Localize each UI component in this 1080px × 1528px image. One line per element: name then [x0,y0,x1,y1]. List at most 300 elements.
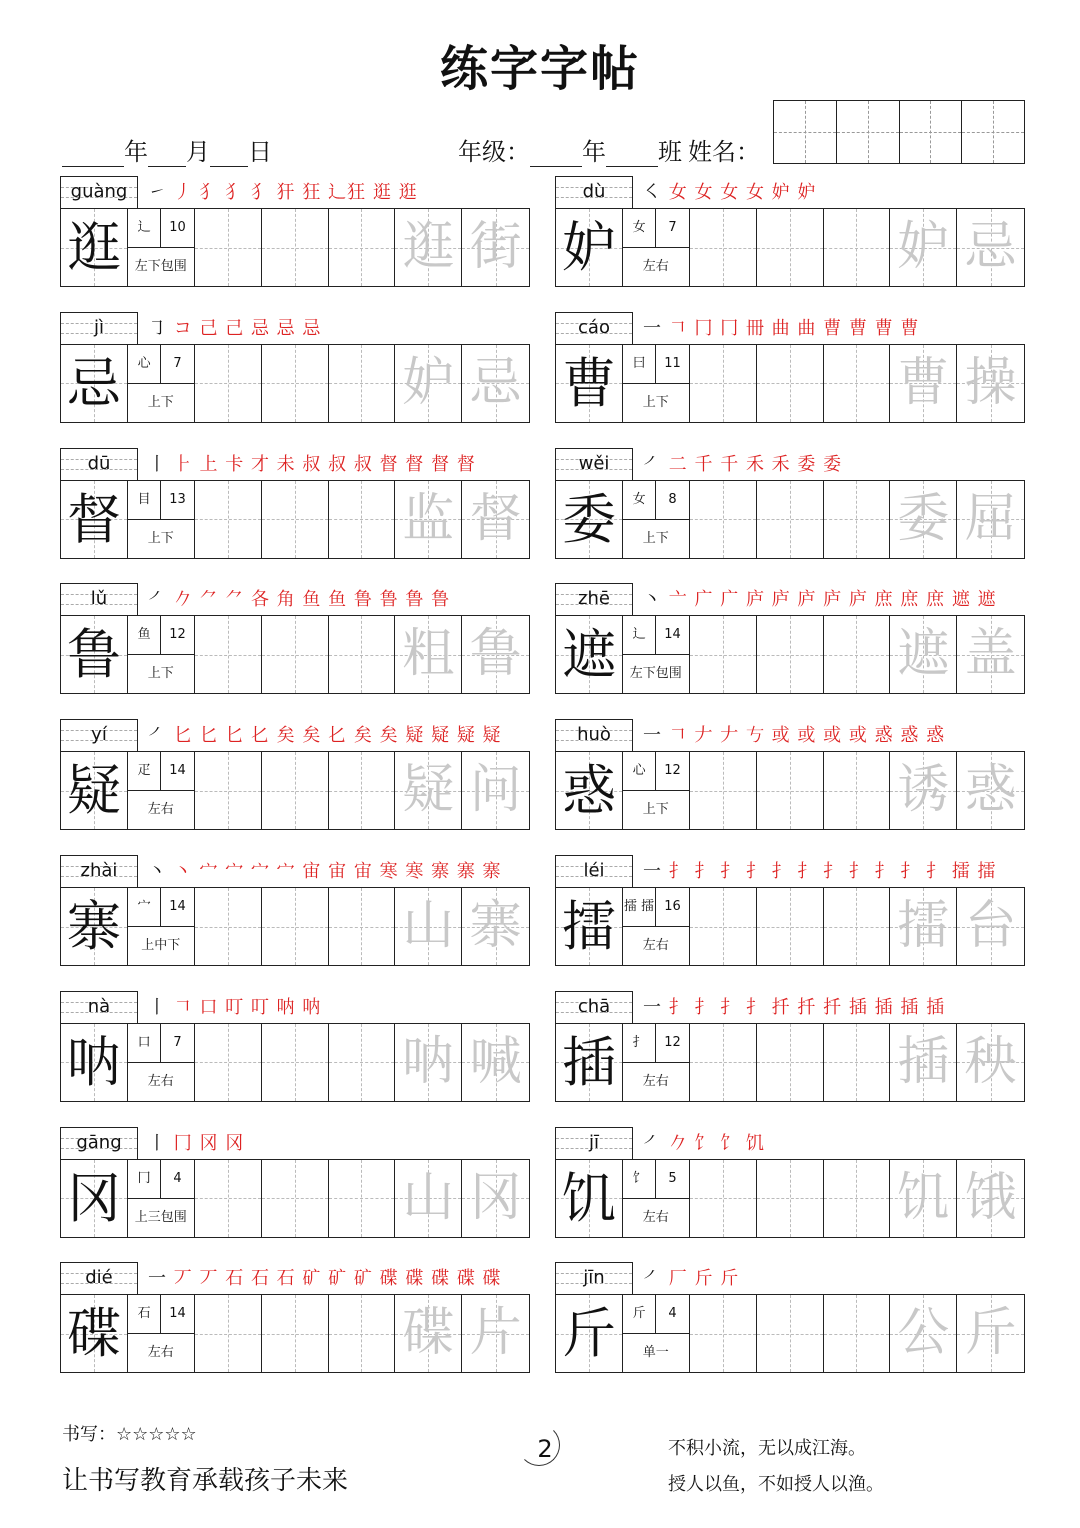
practice-cell[interactable] [329,1160,396,1237]
stroke-step: 石 [225,1268,245,1290]
stroke-step: 督 [431,453,451,475]
stroke-step: 碟 [379,1268,399,1290]
stroke-step: 饣 [694,1132,714,1154]
stroke-step: 呐 [302,996,322,1018]
practice-cell[interactable] [195,1024,262,1101]
practice-cell[interactable] [824,345,891,422]
stroke-step: 插 [900,996,920,1018]
trace-char: 碟 [402,1303,455,1364]
practice-cell[interactable] [890,888,957,965]
practice-cell[interactable] [690,481,757,558]
name-cell[interactable] [774,101,837,163]
structure: 上下 [147,530,174,546]
trace-char: 呐 [402,1031,455,1092]
structure: 上三包围 [134,1209,187,1225]
pinyin: yí [91,724,107,746]
stroke-step: 宀 [276,861,296,882]
pinyin-box [555,991,633,1023]
practice-cell[interactable] [395,1295,462,1372]
stroke-step: 𠀁 [745,725,765,747]
stroke-step: 丨 [148,453,167,475]
practice-cell[interactable] [890,752,957,829]
practice-cell[interactable] [824,888,891,965]
stroke-order [148,585,450,615]
pinyin: guàng [70,181,128,202]
practice-cell[interactable] [195,345,262,422]
radical: 目 [128,481,161,519]
radical: 辶 [128,209,161,247]
stroke-step: 宀 [199,861,219,882]
stroke-step: 犭 [199,182,219,203]
pinyin-box [555,855,633,887]
practice-cell[interactable] [890,616,957,693]
practice-row [60,615,530,694]
stroke-step: 𠂇 [694,725,714,747]
pinyin-box [60,1127,138,1159]
stroke-step: 卡 [225,453,245,475]
practice-cell[interactable] [329,1024,396,1101]
practice-cell[interactable] [329,209,396,286]
quote-line-2: 授人以鱼，不如授人以渔。 [668,1474,884,1495]
stroke-order [148,857,502,887]
practice-cell[interactable] [395,1024,462,1101]
practice-cell[interactable] [890,209,957,286]
grade-line [458,132,760,167]
stroke-order [148,450,476,480]
stroke-step: 疑 [456,725,476,747]
stroke-step: 碟 [431,1268,451,1290]
char-entry [60,991,530,1103]
month-blank[interactable] [148,140,186,167]
stroke-step: 碟 [456,1268,476,1290]
stroke-step: ㇒ [643,1268,662,1290]
practice-cell[interactable] [757,1160,824,1237]
structure: 左右 [642,259,669,274]
practice-cell[interactable] [462,1160,529,1237]
trace-char: 盖 [964,624,1017,685]
stroke-order [643,1129,765,1159]
stroke-step: 扌 [874,861,894,882]
practice-cell[interactable] [824,1295,891,1372]
char-info [128,481,195,558]
radical: 口 [128,1024,161,1062]
char-entry [60,176,530,288]
practice-cell[interactable] [957,1160,1024,1237]
practice-cell[interactable] [824,1024,891,1101]
practice-row [60,480,530,559]
trace-char: 台 [964,896,1017,956]
practice-cell[interactable] [462,345,529,422]
stroke-step: 一 [643,996,662,1018]
stroke-step: 遮 [977,589,997,611]
stroke-step: 或 [771,725,791,747]
stroke-step: 扌 [745,861,765,882]
trace-char: 山 [402,896,455,956]
practice-cell[interactable] [957,752,1024,829]
practice-cell[interactable] [757,1024,824,1101]
stroke-step: 一 [643,725,662,747]
model-char: 擂 [556,888,623,965]
trace-char: 粗 [402,624,455,685]
practice-cell[interactable] [690,752,757,829]
stroke-order [643,314,919,344]
stroke-step: ㇀ [148,182,167,203]
practice-cell[interactable] [462,1295,529,1372]
name-cell[interactable] [900,101,963,163]
stroke-count: 12 [664,1034,681,1050]
practice-cell[interactable] [757,345,824,422]
year-blank[interactable] [62,140,124,167]
char-info [623,1160,690,1237]
practice-cell[interactable] [690,209,757,286]
name-cell[interactable] [962,101,1024,163]
practice-cell[interactable] [757,481,824,558]
char-entry [555,1262,1025,1374]
stroke-step: 冂 [173,1132,193,1154]
stroke-step: 冈 [199,1132,219,1154]
practice-row [555,1159,1025,1238]
stroke-step: 曹 [874,317,894,339]
pinyin: jī [588,1131,599,1153]
practice-cell[interactable] [957,1024,1024,1101]
stroke-step: 扌 [797,861,817,882]
structure: 左右 [147,1073,174,1089]
stroke-order [643,1264,739,1294]
practice-cell[interactable] [329,1295,396,1372]
char-entry [60,1262,530,1374]
trace-char: 诱 [897,760,950,821]
stroke-order [148,721,502,751]
stroke-step: 女 [745,182,765,203]
practice-cell[interactable] [757,616,824,693]
grade-year-label: 年 [582,138,606,166]
practice-cell[interactable] [462,888,529,965]
stroke-step: 饣 [720,1132,740,1154]
stroke-step: 妒 [797,182,817,203]
practice-cell[interactable] [262,1024,329,1101]
stroke-step: ⺊ [173,453,193,475]
radical: 冂 [128,1160,161,1198]
model-char: 督 [61,481,128,558]
stroke-step: 斤 [694,1268,714,1290]
practice-cell[interactable] [690,1024,757,1101]
practice-cell[interactable] [195,209,262,286]
stroke-step: 宙 [353,861,373,882]
stroke-step: 庐 [771,589,791,611]
trace-char: 忌 [469,352,522,413]
stroke-count: 14 [169,1306,186,1322]
practice-cell[interactable] [690,345,757,422]
practice-cell[interactable] [690,616,757,693]
practice-cell[interactable] [957,1295,1024,1372]
trace-char: 曹 [897,352,950,413]
stroke-step: 庐 [745,589,765,611]
trace-char: 街 [469,217,522,277]
practice-cell[interactable] [195,1160,262,1237]
practice-cell[interactable] [195,752,262,829]
practice-cell[interactable] [195,481,262,558]
year-label: 年 [124,138,148,166]
char-entry [555,448,1025,560]
pinyin-box [555,1127,633,1159]
stroke-step: 禾 [771,453,791,475]
practice-cell[interactable] [757,1295,824,1372]
stroke-step: 逛 [398,182,418,203]
practice-cell[interactable] [462,481,529,558]
stroke-step: 宀 [250,861,270,882]
trace-char: 妒 [897,217,950,277]
practice-cell[interactable] [890,1295,957,1372]
radical: 曰 [623,345,656,383]
stroke-step: 宙 [302,861,322,882]
practice-cell[interactable] [824,616,891,693]
stroke-step: 鱼 [328,589,348,611]
stroke-count: 12 [664,763,681,779]
practice-cell[interactable] [329,888,396,965]
stroke-step: 匕 [225,725,245,747]
practice-cell[interactable] [757,888,824,965]
practice-row [60,1294,530,1373]
stroke-step: 角 [276,589,296,611]
char-info [623,209,690,286]
stroke-order [643,721,945,751]
stroke-step: 矣 [302,725,322,747]
practice-cell[interactable] [824,209,891,286]
radical: 鱼 [128,616,161,654]
day-blank[interactable] [210,140,248,167]
stroke-step: 鲁 [353,589,373,611]
stroke-step: 扌 [848,861,868,882]
practice-cell[interactable] [395,752,462,829]
stroke-step: 丶 [148,861,167,882]
stroke-step: 𠤎 [328,725,348,747]
stroke-step: 扌 [694,996,714,1018]
stroke-step: 扌 [745,996,765,1018]
practice-cell[interactable] [262,1160,329,1237]
model-char: 疑 [61,752,128,829]
char-info [623,752,690,829]
practice-cell[interactable] [329,345,396,422]
stroke-step: 𠤎 [250,725,270,747]
structure: 左右 [147,802,174,818]
char-entry [60,448,530,560]
name-grid[interactable] [773,100,1025,164]
pinyin: jì [93,316,104,338]
stroke-step: ㇒ [148,589,167,611]
stroke-step: ㇆ [148,317,167,339]
char-info [623,1295,690,1372]
stroke-step: ⺈ [199,589,219,611]
class-label: 班 [658,138,682,166]
char-info [128,345,195,422]
char-info [128,209,195,286]
practice-cell[interactable] [195,1295,262,1372]
practice-cell[interactable] [395,209,462,286]
model-char: 曹 [556,345,623,422]
stroke-step: 或 [848,725,868,747]
practice-cell[interactable] [462,209,529,286]
class-blank[interactable] [606,140,658,167]
trace-char: 秧 [964,1031,1017,1092]
pinyin-box [555,1262,633,1294]
practice-row [60,1023,530,1102]
stroke-step: 丆 [199,1268,219,1290]
stroke-step: 督 [456,453,476,475]
practice-cell[interactable] [824,1160,891,1237]
char-info [128,752,195,829]
practice-cell[interactable] [957,345,1024,422]
model-char: 碟 [61,1295,128,1372]
pinyin: dū [87,452,111,474]
stroke-step: 己 [225,317,245,339]
stroke-step: 忌 [302,317,322,339]
practice-cell[interactable] [329,481,396,558]
pinyin: léi [583,860,605,881]
stroke-step: 丶 [643,589,662,611]
practice-cell[interactable] [262,752,329,829]
stroke-step: 𠃍 [668,725,688,747]
stroke-step: 己 [199,317,219,339]
stroke-step: 叮 [225,996,245,1018]
stroke-step: ㇒ [148,725,167,747]
structure: 左下包围 [629,666,682,682]
stroke-step: 或 [823,725,843,747]
pinyin: zhē [578,588,610,610]
trace-char: 片 [469,1303,522,1364]
stroke-step: 惑 [926,725,946,747]
practice-cell[interactable] [824,481,891,558]
stroke-step: 犴 [276,182,296,203]
practice-row [555,751,1025,830]
practice-cell[interactable] [395,616,462,693]
stroke-step: 曹 [823,317,843,339]
stroke-step: 庐 [797,589,817,611]
structure: 上下 [147,666,174,682]
practice-cell[interactable] [329,752,396,829]
pinyin-box [60,991,138,1023]
stroke-step: 宙 [328,861,348,882]
stroke-order [148,1264,502,1294]
practice-cell[interactable] [262,345,329,422]
stroke-step: 矿 [302,1268,322,1290]
stroke-step: 冊 [745,317,765,339]
practice-cell[interactable] [690,888,757,965]
practice-cell[interactable] [890,1024,957,1101]
stroke-step: 疑 [482,725,502,747]
structure: 上下 [147,394,174,410]
practice-cell[interactable] [262,1295,329,1372]
practice-cell[interactable] [262,888,329,965]
stroke-step: 曹 [900,317,920,339]
stroke-step: 遮 [951,589,971,611]
practice-cell[interactable] [195,616,262,693]
char-entry [555,312,1025,424]
practice-cell[interactable] [395,1160,462,1237]
char-entry [60,583,530,695]
stroke-step: 碟 [405,1268,425,1290]
stroke-step: 庐 [823,589,843,611]
practice-cell[interactable] [890,481,957,558]
model-char: 妒 [556,209,623,286]
stroke-step: 犭 [225,182,245,203]
pinyin: cáo [578,316,610,338]
practice-cell[interactable] [395,888,462,965]
trace-char: 斤 [964,1303,1017,1364]
grade-blank[interactable] [530,140,582,167]
stroke-step: 才 [250,453,270,475]
pinyin: lǔ [90,588,108,610]
rating: 书写：☆☆☆☆☆ [62,1424,197,1445]
practice-cell[interactable] [757,209,824,286]
model-char: 鲁 [61,616,128,693]
stroke-step: 扌 [720,861,740,882]
stroke-step: 惑 [900,725,920,747]
practice-cell[interactable] [890,1160,957,1237]
radical: 擂 擂 [623,888,656,926]
stroke-count: 10 [169,220,186,235]
structure: 上中下 [141,938,181,953]
practice-cell[interactable] [462,616,529,693]
stroke-step: 石 [250,1268,270,1290]
practice-cell[interactable] [890,345,957,422]
stroke-step: 未 [276,453,296,475]
stroke-order [148,178,418,208]
practice-cell[interactable] [690,1295,757,1372]
practice-cell[interactable] [329,616,396,693]
stroke-step: 女 [694,182,714,203]
structure: 上下 [642,530,669,546]
practice-cell[interactable] [262,481,329,558]
name-cell[interactable] [837,101,900,163]
stroke-step: 扌 [900,861,920,882]
practice-cell[interactable] [757,752,824,829]
stroke-step: 斤 [720,1268,740,1290]
practice-cell[interactable] [824,752,891,829]
stroke-count: 11 [664,355,681,371]
stroke-step: 扦 [823,996,843,1018]
practice-cell[interactable] [957,481,1024,558]
practice-cell[interactable] [957,616,1024,693]
pinyin-box [555,719,633,751]
radical: 疋 [128,752,161,790]
stroke-step: 矿 [353,1268,373,1290]
practice-cell[interactable] [462,1024,529,1101]
practice-cell[interactable] [395,345,462,422]
stroke-step: 匕 [173,725,193,747]
practice-row [60,208,530,287]
stroke-step: ㇒ [643,453,662,475]
pinyin-box [555,448,633,480]
practice-cell[interactable] [957,209,1024,286]
char-info [128,1160,195,1237]
structure: 左下包围 [134,259,187,274]
practice-cell[interactable] [462,752,529,829]
char-info [623,345,690,422]
practice-cell[interactable] [395,481,462,558]
stroke-count: 12 [169,627,186,643]
stroke-step: 冈 [225,1132,245,1154]
practice-cell[interactable] [690,1160,757,1237]
stroke-step: 寨 [431,861,451,882]
practice-row [555,480,1025,559]
practice-cell[interactable] [262,209,329,286]
practice-row [555,887,1025,966]
practice-cell[interactable] [195,888,262,965]
practice-cell[interactable] [957,888,1024,965]
practice-cell[interactable] [262,616,329,693]
day-label: 日 [248,138,272,166]
grade-label: 年级： [458,138,530,166]
